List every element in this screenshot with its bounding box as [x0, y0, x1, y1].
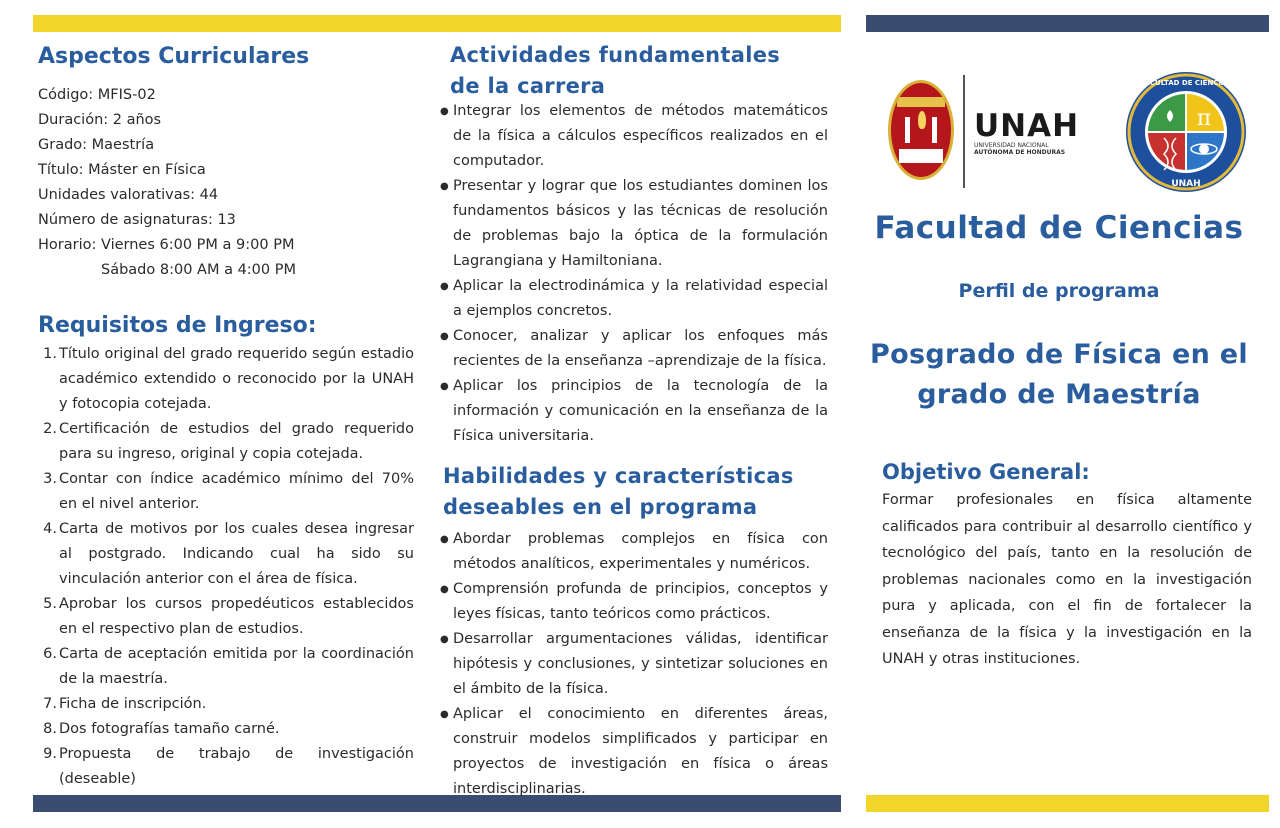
curricular-item: Número de asignaturas: 13	[38, 212, 236, 228]
top-navy-bar	[866, 15, 1269, 32]
list-item: ● Integrar los elementos de métodos matemáticos de la física a cálculos específicos realizados en el computador.	[440, 103, 828, 169]
list-item: 4. Carta de motivos por los cuales desea ingresar al postgrado. Indicando cual ha sido su vinculación anterior con el área de física.	[43, 521, 414, 587]
program-title-line1: Posgrado de Física en el	[870, 339, 1248, 370]
svg-text:UNAH: UNAH	[1171, 179, 1201, 189]
list-item: ● Comprensión profunda de principios, conceptos y leyes físicas, tanto teóricos como prácticos.	[440, 581, 828, 622]
list-item: ● Conocer, analizar y aplicar los enfoques más recientes de la enseñanza –aprendizaje de la física.	[440, 328, 828, 369]
curricular-item: Unidades valorativas: 44	[38, 187, 219, 203]
list-item: 7. Ficha de inscripción.	[43, 696, 207, 712]
requisitos-heading: Requisitos de Ingreso:	[38, 313, 317, 338]
list-item: ● Aplicar la electrodinámica y la relatividad especial a ejemplos concretos.	[440, 278, 828, 319]
curricular-item: Horario: Viernes 6:00 PM a 9:00 PM	[38, 237, 295, 253]
objective-text: Formar profesionales en física altamente calificados para contribuir al desarrollo científico y tecnológico del país, tanto en la resolución de problemas nacionales como en la investigación pura y aplicada, con el fin de fortalecer la enseñanza de la física y la investigación en la UNAH y otras instituciones.	[882, 492, 1252, 667]
curricular-item: Duración: 2 años	[38, 112, 162, 128]
university-seal-icon	[888, 80, 954, 180]
faculty-logo-icon	[1124, 70, 1248, 194]
logo-divider	[963, 75, 965, 188]
list-item: 6. Carta de aceptación emitida por la coordinación de la maestría.	[43, 646, 414, 687]
actividades-heading-line2: de la carrera	[450, 74, 606, 98]
curricular-list	[38, 83, 414, 283]
bottom-yellow-bar	[866, 795, 1269, 812]
faculty-title: Facultad de Ciencias	[874, 210, 1244, 246]
unah-wordmark: UNAH	[974, 108, 1080, 144]
middle-panel	[440, 40, 828, 802]
list-item: ● Abordar problemas complejos en física con métodos analíticos, experimentales y numéricos.	[440, 531, 828, 572]
cover-panel	[866, 70, 1252, 673]
habilidades-heading	[440, 461, 828, 523]
requisitos-list	[38, 342, 414, 792]
schedule-extra: Sábado 8:00 AM a 4:00 PM	[101, 262, 296, 278]
program-title-line2: grado de Maestría	[917, 379, 1201, 410]
top-yellow-bar	[33, 15, 841, 32]
objective-heading: Objetivo General:	[882, 460, 1090, 484]
unah-wordmark-subtext: UNIVERSIDAD NACIONAL AUTÓNOMA DE HONDURAS	[974, 142, 1066, 156]
curricular-item: Título: Máster en Física	[38, 162, 206, 178]
actividades-list	[440, 99, 828, 449]
actividades-heading-line1: Actividades fundamentales	[450, 43, 781, 67]
list-item: ● Aplicar los principios de la tecnología de la información y comunicación en la enseñanza de la Física universitaria.	[440, 378, 828, 444]
curricular-heading: Aspectos Curriculares	[38, 44, 310, 69]
list-item: 9. Propuesta de trabajo de investigación (deseable)	[43, 746, 414, 787]
program-title	[866, 335, 1252, 415]
habilidades-list	[440, 527, 828, 802]
list-item: 8. Dos fotografías tamaño carné.	[43, 721, 280, 737]
list-item: 5. Aprobar los cursos propedéuticos establecidos en el respectivo plan de estudios.	[43, 596, 414, 637]
list-item: ● Aplicar el conocimiento en diferentes áreas, construir modelos simplificados y participar en proyectos de investigación en física o áreas interdisciplinarias.	[440, 706, 828, 797]
profile-label: Perfil de programa	[958, 280, 1160, 302]
list-item: ● Desarrollar argumentaciones válidas, identificar hipótesis y conclusiones, y sintetizar soluciones en el ámbito de la física.	[440, 631, 828, 697]
habilidades-heading-line1: Habilidades y características	[443, 464, 794, 488]
svg-text:FACULTAD DE CIENCIAS: FACULTAD DE CIENCIAS	[1140, 79, 1232, 87]
curricular-item: Grado: Maestría	[38, 137, 155, 153]
list-item: ● Presentar y lograr que los estudiantes dominen los fundamentos básicos y las técnicas de resolución de problemas bajo la óptica de la formulación Lagrangiana y Hamiltoniana.	[440, 178, 828, 269]
left-panel	[38, 44, 414, 792]
habilidades-heading-line2: deseables en el programa	[443, 495, 758, 519]
logo-row	[866, 70, 1252, 195]
actividades-heading	[440, 40, 828, 102]
svg-text:π: π	[1196, 106, 1212, 131]
list-item: 2. Certificación de estudios del grado requerido para su ingreso, original y copia cotejada.	[43, 421, 414, 462]
list-item: 1. Título original del grado requerido según estadio académico extendido o reconocido por la UNAH y fotocopia cotejada.	[43, 346, 414, 412]
curricular-item: Código: MFIS-02	[38, 87, 156, 103]
list-item: 3. Contar con índice académico mínimo del 70% en el nivel anterior.	[43, 471, 414, 512]
